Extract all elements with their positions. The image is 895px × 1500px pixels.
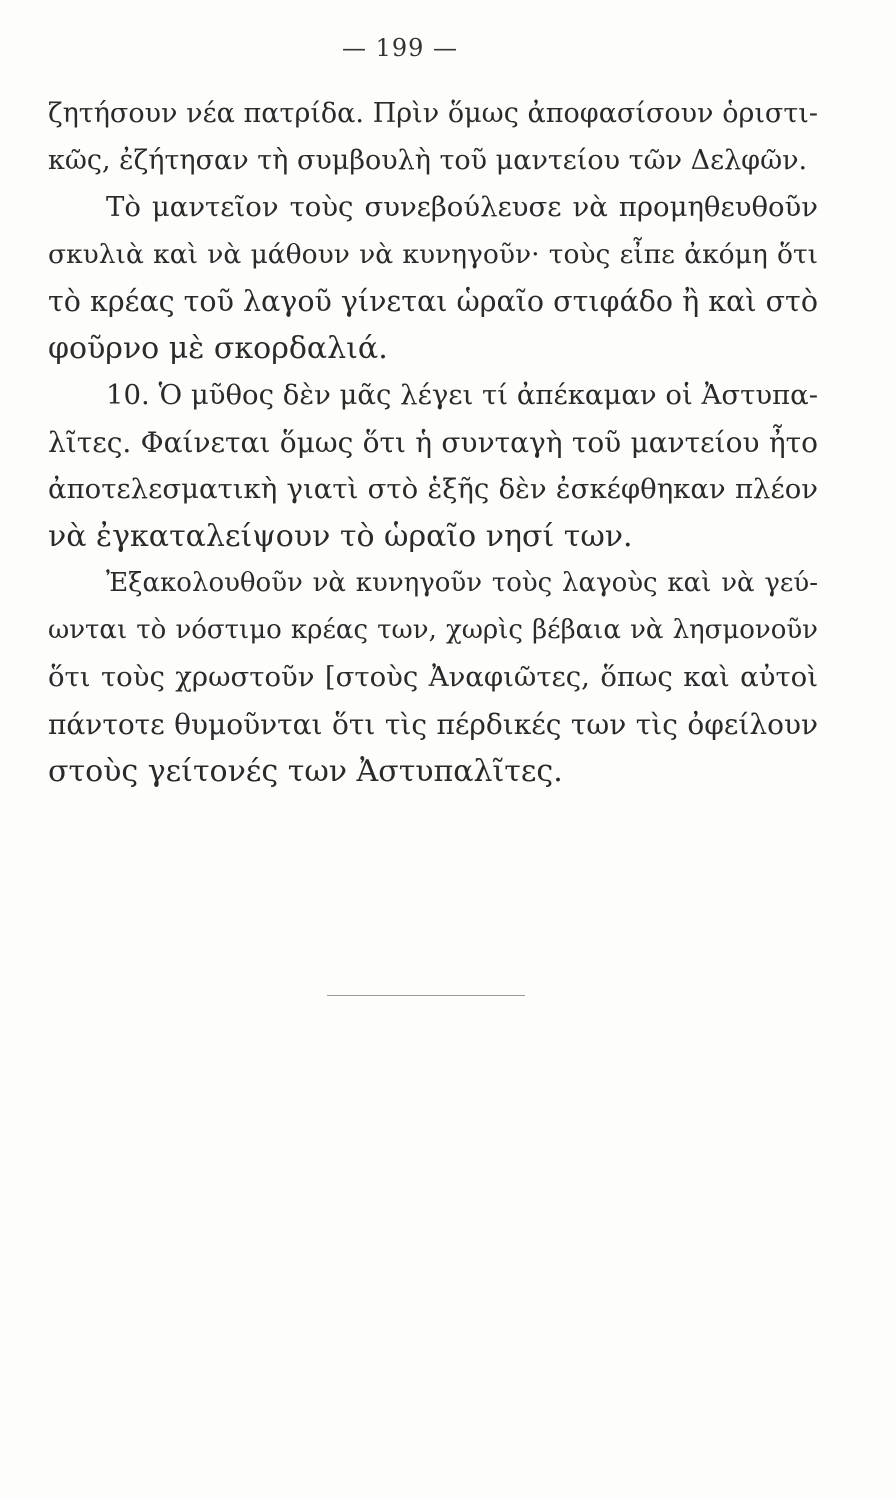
text-line: Τὸ μαντεῖον τοὺς συνεβούλευσε νὰ προμηθευθοῦν — [106, 191, 818, 223]
paragraph-4 — [48, 560, 818, 795]
paragraph-3 — [48, 372, 818, 560]
text-line: ζητήσουν νέα πατρίδα. Πρὶν ὅμως ἀποφασίσουν ὁριστι- — [48, 98, 818, 129]
text-line: πάντοτε θυμοῦνται ὅτι τὶς πέρδικές των τὶς ὀφείλουν — [48, 708, 818, 741]
body-text — [48, 90, 818, 795]
text-line: σκυλιὰ καὶ νὰ μάθουν νὰ κυνηγοῦν· τοὺς εἶπε ἀκόμη ὅτι — [48, 239, 818, 270]
text-line: στοὺς γείτονές των Ἀστυπαλῖτες. — [48, 754, 563, 789]
text-line: φοῦρνο μὲ σκορδαλιά. — [48, 331, 388, 366]
paragraph-2 — [48, 184, 818, 372]
footnote-rule — [327, 995, 525, 996]
text-line: Ἐξακολουθοῦν νὰ κυνηγοῦν τοὺς λαγοὺς καὶ νὰ γεύ- — [106, 568, 818, 598]
text-line: τὸ κρέας τοῦ λαγοῦ γίνεται ὡραῖο στιφάδο ἢ καὶ στὸ — [48, 285, 818, 318]
paragraph-1 — [48, 90, 818, 184]
text-line: κῶς, ἐζήτησαν τὴ συμβουλὴ τοῦ μαντείου τῶν Δελφῶν. — [48, 145, 808, 176]
page-number: — 199 — — [341, 34, 459, 62]
text-line: ἀποτελεσματικὴ γιατὶ στὸ ἑξῆς δὲν ἐσκέφθηκαν πλέον — [48, 473, 818, 505]
text-line: ωνται τὸ νόστιμο κρέας των, χωρὶς βέβαια νὰ λησμονοῦν — [48, 615, 818, 645]
text-line: νὰ ἐγκαταλείψουν τὸ ὡραῖο νησί των. — [48, 519, 633, 554]
text-line: 10. Ὁ μῦθος δὲν μᾶς λέγει τί ἀπέκαμαν οἱ Ἀστυπα- — [106, 379, 818, 411]
text-line: ὅτι τοὺς χρωστοῦν [στοὺς Ἀναφιῶτες, ὅπως καὶ αὐτοὶ — [48, 661, 818, 693]
text-line: λῖτες. Φαίνεται ὅμως ὅτι ἡ συνταγὴ τοῦ μαντείου ἦτο — [48, 426, 818, 459]
